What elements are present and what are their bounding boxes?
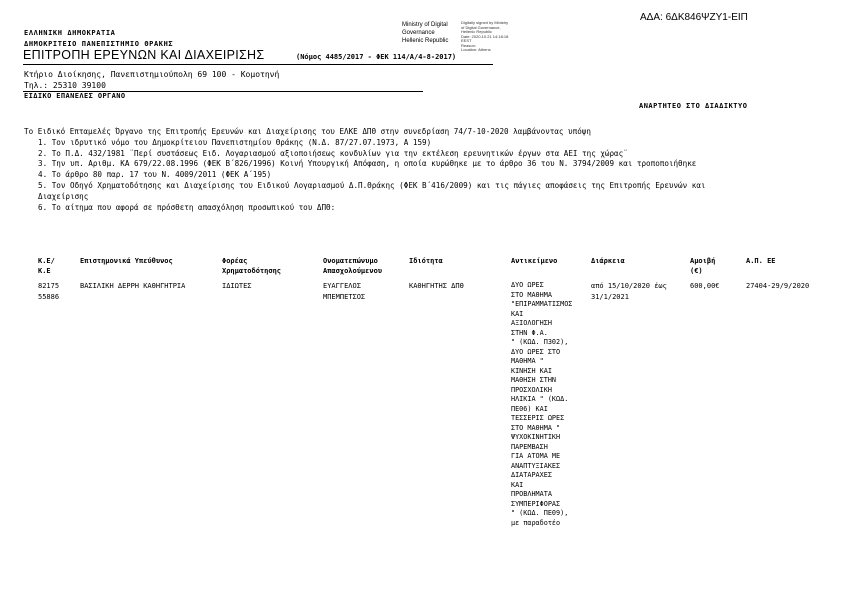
cell-fee: 600,00€ bbox=[690, 282, 720, 290]
signature-governance: Governance bbox=[402, 30, 435, 36]
cell-duration: από 15/10/2020 έως 31/1/2021 bbox=[591, 282, 667, 301]
col-header-ap: Α.Π. ΕΕ bbox=[746, 257, 776, 265]
cell-employee: ΕΥΑΓΓΕΛΟΣ ΜΠΕΜΠΕΤΣΟΣ bbox=[323, 282, 366, 301]
consideration-item: 2. Το Π.Δ. 432/1981 ¨Περί συστάσεως Ειδ. Λογαριασμού αξιοποιήσεως κονδυλίων για την εκτέλεση ερευνητικών έργων στα ΑΕΙ της χώρας¨ bbox=[38, 149, 628, 158]
consideration-item: 3. Την υπ. Αριθμ. ΚΑ 679/22.08.1996 (ΦΕΚ Β΄826/1996) Κοινή Υπουργική Απόφαση, η οποία κυρώθηκε με το άρθρο 36 του Ν. 3794/2009 και τροποποιήθηκε bbox=[38, 159, 697, 168]
cell-ke: 82175 55886 bbox=[38, 282, 60, 301]
col-header-funder: Φορέας Χρηματοδότησης bbox=[222, 257, 282, 275]
header-university: ΔΗΜΟΚΡΙΤΕΙΟ ΠΑΝΕΠΙΣΤΗΜΙΟ ΘΡΑΚΗΣ bbox=[24, 40, 174, 48]
header-republic: ΕΛΛΗΝΙΚΗ ΔΗΜΟΚΡΑΤΙΑ bbox=[24, 29, 116, 37]
header-law: (Νόμος 4485/2017 - ΦΕΚ 114/Α/4-8-2017) bbox=[296, 53, 457, 61]
header-rule-1 bbox=[23, 64, 493, 65]
cell-funder: ΙΔΙΩΤΕΣ bbox=[222, 282, 252, 290]
ada-number: ΑΔΑ: 6ΔΚ846ΨΖΥ1-ΕΙΠ bbox=[640, 12, 748, 23]
consideration-item: 5. Τον Οδηγό Χρηματοδότησης και Διαχείρισης του Ειδικού Λογαριασμού Δ.Π.Θράκης (ΦΕΚ Β΄416/2009) και τις πάγιες αποφάσεις της Επιτροπής Ερευνών και bbox=[38, 181, 706, 190]
posting-note: ΑΝΑΡΤΗΤΕΟ ΣΤΟ ΔΙΑΔΙΚΤΥΟ bbox=[639, 102, 748, 110]
header-address: Κτήριο Διοίκησης, Πανεπιστημιούπολη 69 100 - Κομοτηνή bbox=[24, 70, 280, 79]
cell-scientist: ΒΑΣΙΛΙΚΗ ΔΕΡΡΗ ΚΑΘΗΓΗΤΡΙΑ bbox=[80, 282, 186, 290]
col-header-subject: Αντικείμενο bbox=[511, 257, 558, 265]
col-header-status: Ιδιότητα bbox=[409, 257, 443, 265]
consideration-item: 1. Τον ιδρυτικό νόμο του Δημοκρίτειου Πανεπιστημίου Θράκης (Ν.Δ. 87/27.07.1973, Α 159) bbox=[38, 138, 432, 147]
signature-details: Digitally signed by Ministry of Digital Governance, Hellenic Republic Date: 2020.10.21 14:18:18 EEST Reason: Location: Athens bbox=[461, 20, 509, 52]
consideration-item: Διαχείρισης bbox=[38, 192, 89, 201]
header-committee: ΕΠΙΤΡΟΠΗ ΕΡΕΥΝΩΝ ΚΑΙ ΔΙΑΧΕΙΡΙΣΗΣ bbox=[23, 48, 265, 62]
consideration-item: 4. Το άρθρο 80 παρ. 17 του Ν. 4009/2011 (ΦΕΚ Α΄195) bbox=[38, 170, 272, 179]
cell-ap: 27404-29/9/2020 bbox=[746, 282, 810, 290]
col-header-ke: Κ.Ε/ Κ.Ε bbox=[38, 257, 55, 275]
cell-subject: ΔΥΟ ΩΡΕΣ ΣΤΟ ΜΑΘΗΜΑ "ΕΠΙΡΑΜΜΑΤΙΣΜΟΣ ΚΑΙ ΑΞΙΟΛΟΓΗΣΗ ΣΤΗΝ Φ.Α. " (ΚΩΔ. Π302), ΔΥΟ ΩΡΕΣ ΣΤΟ ΜΑΘΗΜΑ " ΚΙΝΗΣΗ ΚΑΙ ΜΑΘΗΣΗ ΣΤΗΝ ΠΡΟΣΧΟΛΙΚΗ ΗΛΙΚΙΑ " (ΚΩΔ. ΠΕ06) ΚΑΙ ΤΕΣΣΕΡΙΣ ΩΡΕΣ ΣΤΟ ΜΑΘΗΜΑ " ΨΥΧΟΚΙΝΗΤΙΚΗ ΠΑΡΕΜΒΑΣΗ ΓΙΑ ΑΤΟΜΑ ΜΕ ΑΝΑΠΤΥΞΙΑΚΕΣ ΔΙΑΤΑΡΑΧΕΣ ΚΑΙ ΠΡΟΒΛΗΜΑΤΑ ΣΥΜΠΕΡΙΦΟΡΑΣ " (ΚΩΔ. ΠΕ09), με παραδοτέο bbox=[511, 281, 573, 527]
col-header-fee: Αμοιβή (€) bbox=[690, 257, 716, 275]
header-organ: ΕΙΔΙΚΟ ΕΠΑΝΕΛΕΣ ΟΡΓΑΝΟ bbox=[24, 92, 126, 100]
consideration-item: 6. Το αίτημα που αφορά σε πρόσθετη απασχόληση προσωπικού του ΔΠΘ: bbox=[38, 203, 336, 212]
col-header-scientist: Επιστημονικά Υπεύθυνος bbox=[80, 257, 173, 265]
cell-status: ΚΑΘΗΓΗΤΗΣ ΔΠΘ bbox=[409, 282, 464, 290]
intro-text: Το Ειδικό Επταμελές Όργανο της Επιτροπής Ερευνών και Διαχείρισης του ΕΛΚΕ ΔΠΘ στην συνεδρίαση 74/7-10-2020 λαμβάνοντας υπόψη bbox=[24, 127, 591, 136]
signature-ministry: Ministry of Digital bbox=[402, 22, 448, 28]
signature-republic: Hellenic Republic bbox=[402, 38, 449, 44]
col-header-duration: Διάρκεια bbox=[591, 257, 625, 265]
header-phone: Τηλ.: 25310 39100 bbox=[24, 81, 106, 90]
col-header-employee: Ονοματεπώνυμο Απασχολούμενου bbox=[323, 257, 383, 275]
